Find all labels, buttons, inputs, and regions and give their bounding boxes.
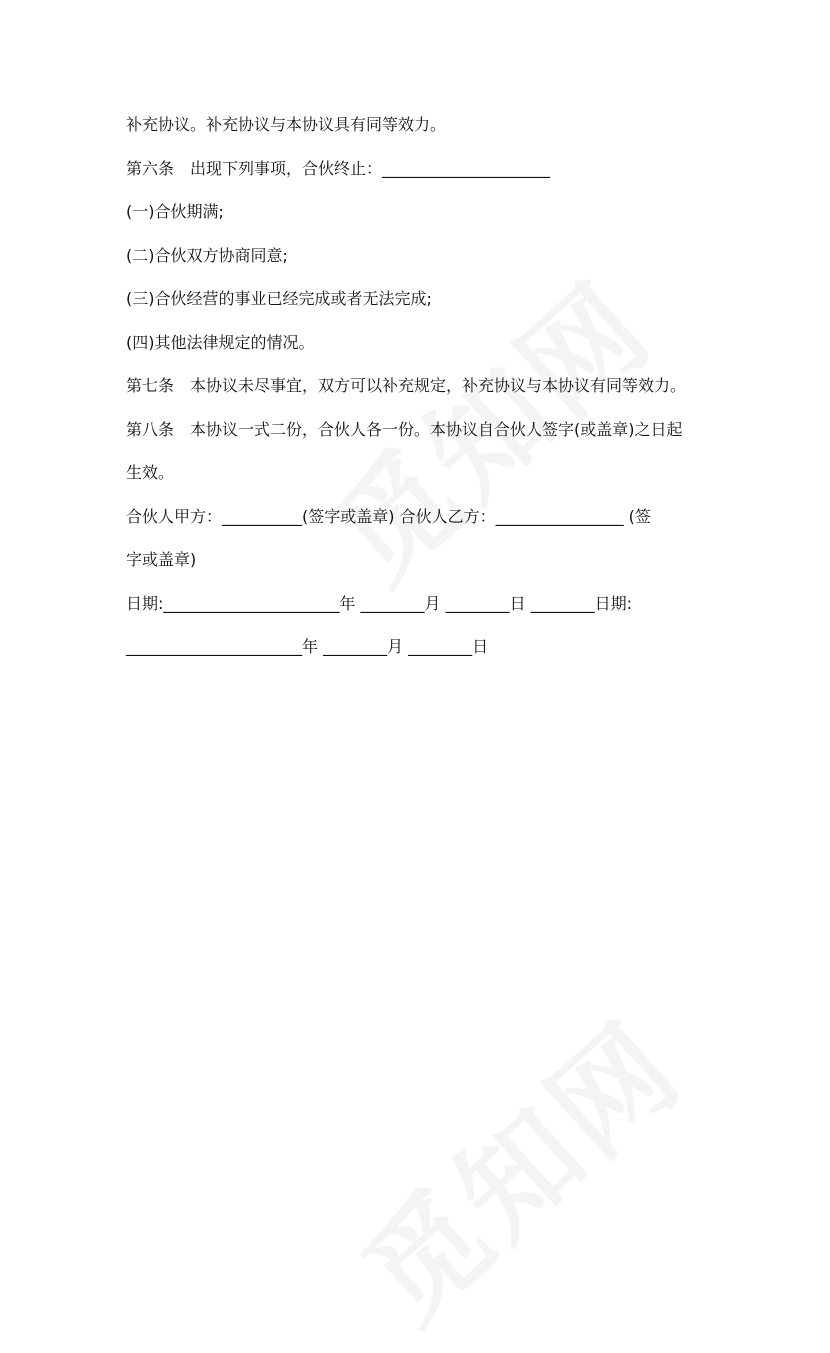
paragraph-supplement-effect: 补充协议。补充协议与本协议具有同等效力。 (126, 115, 447, 134)
article-eight-line-2: 生效。 (126, 463, 175, 482)
termination-item-4: (四)其他法律规定的情况。 (126, 332, 315, 352)
date-line-1: 日期:______________________年 ________月 ________日 ________日期: (126, 593, 633, 613)
termination-item-2: (二)合伙双方协商同意; (126, 245, 288, 265)
article-seven: 第七条 本协议未尽事宜，双方可以补充规定，补充协议与本协议有同等效力。 (126, 376, 687, 395)
termination-item-3: (三)合伙经营的事业已经完成或者无法完成; (126, 289, 432, 308)
watermark-bottom (321, 977, 711, 1352)
partner-signature-line-1: 合伙人甲方：__________(签字或盖章) 合伙人乙方：________________ (签 (126, 506, 651, 526)
article-eight-line-1: 第八条 本协议一式二份，合伙人各一份。本协议自合伙人签字(或盖章)之日起 (126, 419, 683, 439)
date-line-2: ______________________年 ________月 ________日 (126, 637, 489, 656)
partner-signature-line-2: 字或盖章) (126, 550, 197, 569)
document-body (126, 103, 716, 669)
article-six-heading: 第六条 出现下列事项，合伙终止：_____________________ (126, 158, 551, 178)
termination-item-1: (一)合伙期满; (126, 202, 224, 221)
